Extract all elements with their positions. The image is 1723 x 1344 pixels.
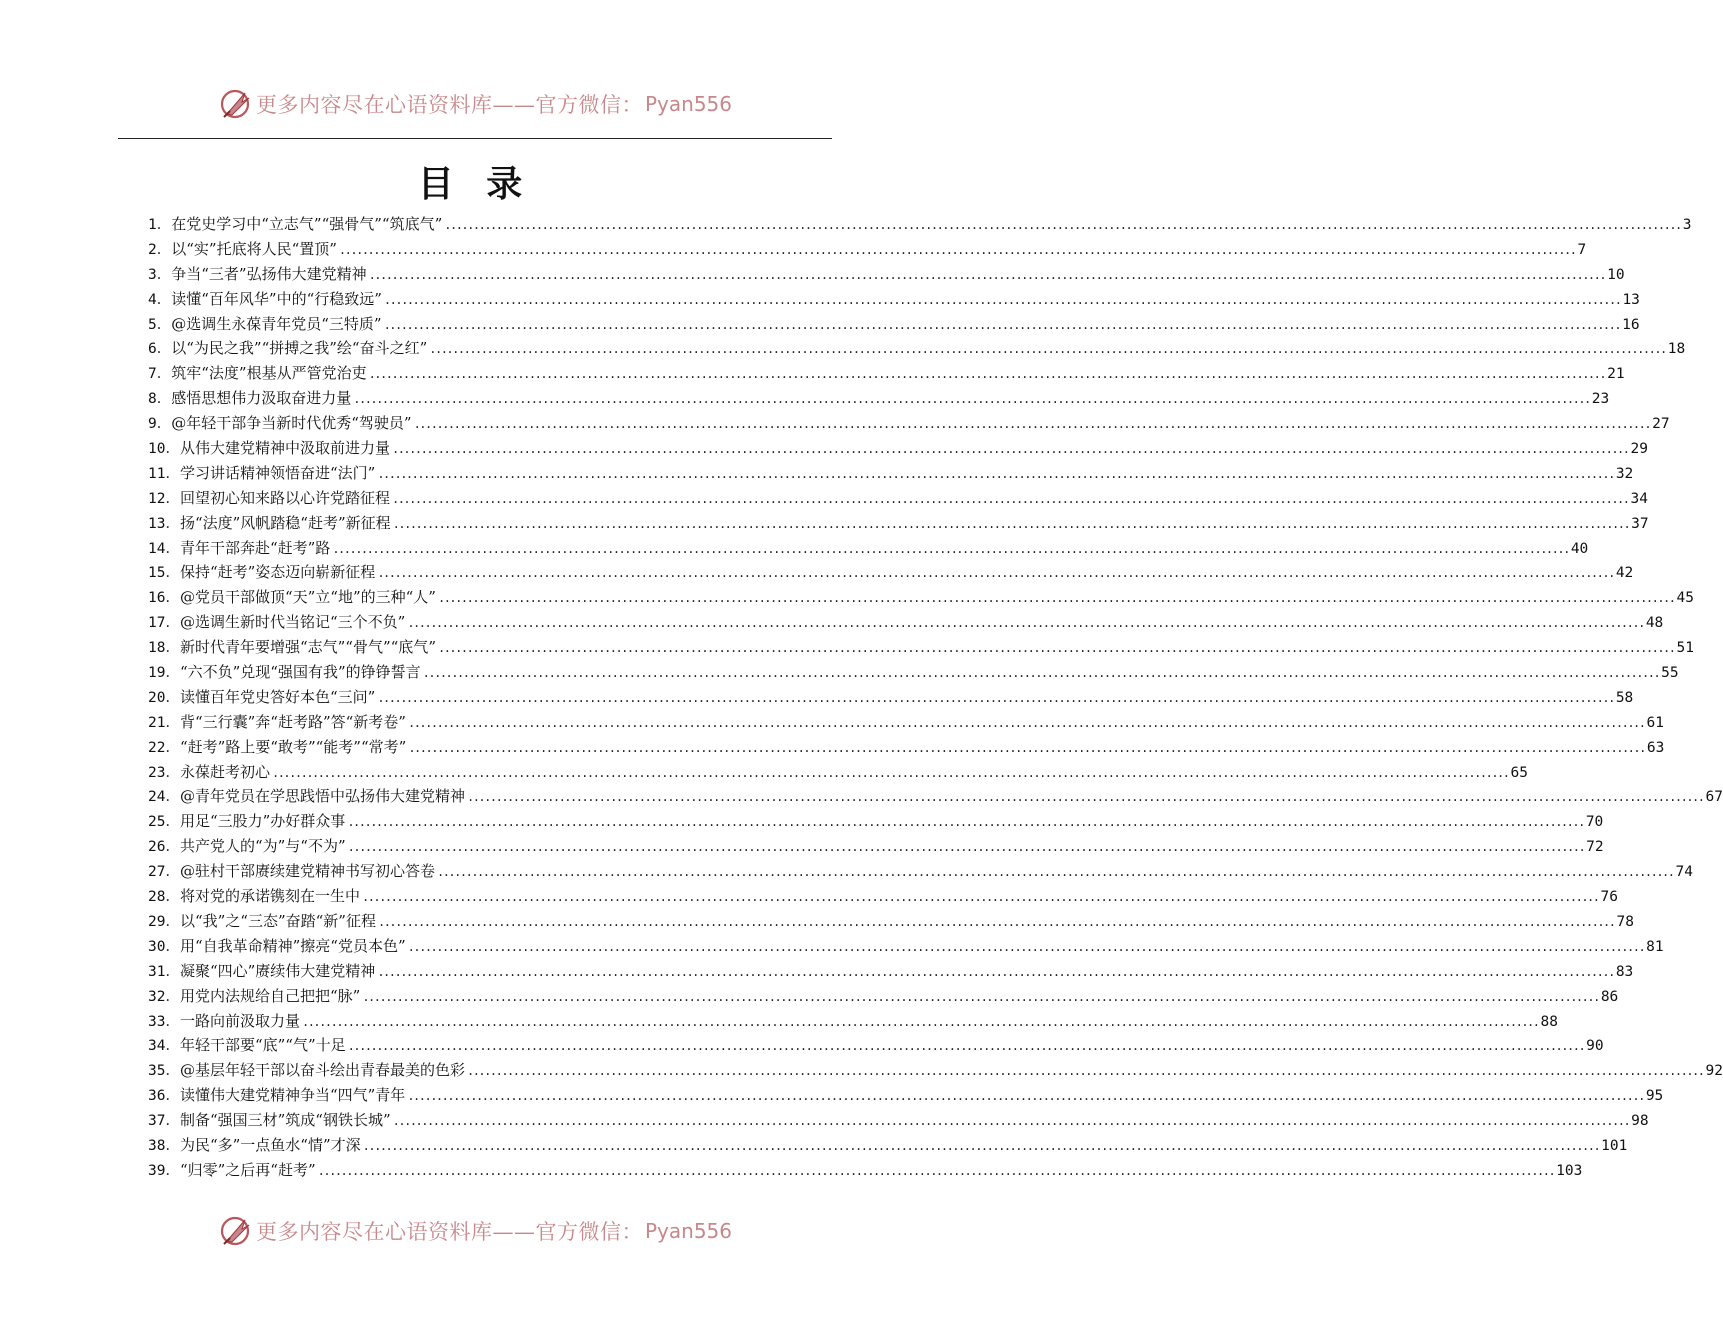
toc-entry[interactable] <box>148 809 1604 834</box>
toc-entry-number: 32． <box>148 988 180 1005</box>
toc-entry[interactable] <box>148 934 1664 959</box>
toc-entry-number: 13． <box>148 515 180 532</box>
toc-entry-number: 11． <box>148 465 180 482</box>
toc-entry-title: 争当“三者”弘扬伟大建党精神 <box>171 264 367 283</box>
toc-entry-number: 15． <box>148 565 180 582</box>
toc-dot-leader <box>423 661 1660 686</box>
toc-entry-page: 18 <box>1667 341 1686 358</box>
toc-dot-leader <box>408 935 1645 960</box>
toc-entry-page: 74 <box>1675 864 1693 881</box>
toc-entry-number: 22． <box>148 739 180 756</box>
toc-entry-number: 17． <box>148 615 180 632</box>
toc-entry-page: 65 <box>1510 764 1528 781</box>
toc-dot-leader <box>429 337 1666 362</box>
toc-entry[interactable] <box>148 735 1665 760</box>
toc-entry[interactable] <box>148 461 1634 486</box>
toc-entry[interactable] <box>148 312 1640 337</box>
toc-entry-title: 以“我”之“三态”奋踏“新”征程 <box>179 911 376 930</box>
toc-entry-number: 5． <box>148 316 172 333</box>
toc-entry-number: 20． <box>148 689 180 706</box>
toc-entry[interactable] <box>148 386 1610 411</box>
toc-dot-leader <box>332 537 1569 562</box>
toc-entry-page: 32 <box>1615 465 1634 482</box>
toc-entry-title: 年轻干部要“底”“气”十足 <box>179 1036 346 1055</box>
toc-dot-leader <box>339 238 1576 263</box>
toc-entry-page: 63 <box>1646 739 1665 756</box>
toc-entry-page: 67 <box>1705 789 1723 806</box>
toc-entry[interactable] <box>148 884 1618 909</box>
toc-entry[interactable] <box>148 859 1693 884</box>
toc-entry-number: 33． <box>148 1013 180 1030</box>
toc-entry-title: 新时代青年要增强“志气”“骨气”“底气” <box>179 638 436 657</box>
toc-entry-title: 读懂伟大建党精神争当“四气”青年 <box>179 1086 406 1105</box>
toc-entry-number: 37． <box>148 1113 180 1130</box>
header-watermark-banner <box>0 84 950 124</box>
toc-entry[interactable] <box>148 287 1640 312</box>
toc-entry-title: @驻村干部赓续建党精神书写初心答卷 <box>179 862 435 881</box>
toc-dot-leader <box>407 1084 1644 1109</box>
toc-entry-number: 34． <box>148 1038 180 1055</box>
toc-entry[interactable] <box>148 262 1625 287</box>
toc-entry-page: 92 <box>1705 1063 1723 1080</box>
toc-dot-leader <box>318 1159 1555 1184</box>
toc-entry-number: 18． <box>148 640 180 657</box>
toc-entry[interactable] <box>148 212 1692 237</box>
toc-entry-title: 用“自我革命精神”擦亮“党员本色” <box>179 936 406 955</box>
toc-entry-page: 13 <box>1622 291 1640 308</box>
header-divider <box>118 138 832 139</box>
toc-entry-title: 制备“强国三材”筑成“钢铁长城” <box>179 1111 391 1130</box>
toc-entry-number: 23． <box>148 764 180 781</box>
toc-dot-leader <box>392 487 1629 512</box>
toc-entry[interactable] <box>148 1133 1628 1158</box>
toc-dot-leader <box>302 1010 1539 1035</box>
toc-entry-page: 40 <box>1570 540 1589 557</box>
toc-dot-leader <box>393 512 1630 537</box>
toc-entry-title: 以“为民之我”“拼搏之我”绘“奋斗之红” <box>171 339 428 358</box>
toc-entry[interactable] <box>148 336 1686 361</box>
toc-entry-number: 35． <box>148 1063 180 1080</box>
toc-entry-number: 24． <box>148 789 180 806</box>
toc-entry[interactable] <box>148 909 1634 934</box>
toc-entry[interactable] <box>148 1033 1604 1058</box>
toc-entry[interactable] <box>148 237 1587 262</box>
toc-entry[interactable] <box>148 660 1679 685</box>
toc-entry-title: @选调生新时代当铭记“三个不负” <box>179 613 406 632</box>
toc-entry-title: @年轻干部争当新时代优秀“驾驶员” <box>171 414 412 433</box>
toc-entry-page: 78 <box>1616 913 1634 930</box>
toc-entry-number: 36． <box>148 1088 180 1105</box>
toc-entry[interactable] <box>148 784 1723 809</box>
toc-entry-page: 83 <box>1615 963 1634 980</box>
toc-entry-title: 用党内法规给自己把把“脉” <box>179 986 361 1005</box>
toc-entry-page: 16 <box>1622 316 1640 333</box>
toc-entry-number: 8． <box>148 391 172 408</box>
toc-entry-page: 23 <box>1591 391 1610 408</box>
toc-dot-leader <box>377 561 1614 586</box>
toc-dot-leader <box>408 711 1645 736</box>
toc-entry-title: 保持“赶考”姿态迈向崭新征程 <box>179 563 376 582</box>
toc-entry[interactable] <box>148 1083 1664 1108</box>
toc-entry-page: 34 <box>1630 490 1648 507</box>
toc-entry-page: 45 <box>1676 590 1694 607</box>
toc-entry-title: 一路向前汲取力量 <box>179 1011 300 1030</box>
toc-entry-page: 72 <box>1586 839 1604 856</box>
toc-entry-title: 共产党人的“为”与“不为” <box>179 837 346 856</box>
toc-entry-title: 回望初心知来路以心许党踏征程 <box>179 488 390 507</box>
toc-entry-title: 凝聚“四心”赓续伟大建党精神 <box>179 961 376 980</box>
toc-entry-number: 7． <box>148 366 172 383</box>
toc-entry-title: 用足“三股力”办好群众事 <box>179 812 346 831</box>
toc-dot-leader <box>444 213 1681 238</box>
toc-entry[interactable] <box>148 486 1648 511</box>
toc-entry-page: 103 <box>1556 1162 1583 1179</box>
toc-dot-leader <box>272 761 1509 786</box>
toc-entry[interactable] <box>148 585 1694 610</box>
toc-dot-leader <box>384 288 1621 313</box>
toc-entry-number: 3． <box>148 266 172 283</box>
watermark-wechat-handle: Pyan556 <box>644 1219 732 1243</box>
toc-entry-page: 48 <box>1645 615 1664 632</box>
toc-entry-page: 76 <box>1600 889 1618 906</box>
toc-entry-number: 31． <box>148 963 180 980</box>
toc-entry-page: 55 <box>1661 665 1679 682</box>
toc-entry-number: 1． <box>148 217 172 233</box>
toc-dot-leader <box>377 960 1614 985</box>
toc-entry-title: 背“三行囊”奔“赶考路”答“新考卷” <box>179 712 406 731</box>
toc-entry-number: 6． <box>148 341 172 358</box>
toc-entry-page: 29 <box>1630 441 1648 458</box>
toc-entry[interactable] <box>148 1158 1583 1183</box>
toc-entry-title: “赶考”路上要“敢考”“能考”“常考” <box>179 737 407 756</box>
toc-entry-number: 27． <box>148 864 180 881</box>
toc-entry[interactable] <box>148 1009 1558 1034</box>
toc-dot-leader <box>467 1059 1704 1084</box>
toc-entry-title: 感悟思想伟力汲取奋进力量 <box>171 389 352 408</box>
toc-dot-leader <box>437 860 1674 885</box>
toc-entry[interactable] <box>148 635 1694 660</box>
toc-dot-leader <box>378 910 1615 935</box>
toc-entry[interactable] <box>148 959 1634 984</box>
toc-entry-page: 101 <box>1601 1137 1628 1154</box>
toc-entry-number: 16． <box>148 590 180 607</box>
toc-entry-page: 10 <box>1607 266 1625 283</box>
toc-entry-title: 以“实”托底将人民“置顶” <box>171 239 337 258</box>
toc-entry-title: 青年干部奔赴“赶考”路 <box>179 538 331 557</box>
toc-entry-page: 7 <box>1577 241 1587 258</box>
toc-entry-page: 90 <box>1586 1038 1604 1055</box>
toc-entry-page: 70 <box>1585 814 1604 831</box>
toc-entry-title: 扬“法度”风帆踏稳“赶考”新征程 <box>179 513 391 532</box>
toc-dot-leader <box>407 611 1644 636</box>
toc-entry[interactable] <box>148 610 1664 635</box>
toc-entry-number: 26． <box>148 839 180 856</box>
toc-entry-number: 12． <box>148 490 180 507</box>
toc-entry-page: 61 <box>1646 714 1664 731</box>
toc-entry-title: @基层年轻干部以奋斗绘出青春最美的色彩 <box>179 1061 465 1080</box>
toc-entry-number: 14． <box>148 540 180 557</box>
toc-entry-page: 51 <box>1676 640 1694 657</box>
toc-entry-page: 88 <box>1540 1013 1558 1030</box>
toc-entry-title: @党员干部做顶“天”立“地”的三种“人” <box>179 588 436 607</box>
toc-entry-page: 21 <box>1607 366 1625 383</box>
toc-entry-number: 2． <box>148 241 172 258</box>
toc-dot-leader <box>348 835 1585 860</box>
toc-entry-page: 81 <box>1646 938 1664 955</box>
toc-entry[interactable] <box>148 984 1619 1009</box>
toc-entry-number: 30． <box>148 938 180 955</box>
toc-entry[interactable] <box>148 560 1634 585</box>
toc-dot-leader <box>467 785 1704 810</box>
toc-entry[interactable] <box>148 436 1648 461</box>
toc-entry[interactable] <box>148 536 1589 561</box>
toc-entry-title: @青年党员在学思践悟中弘扬伟大建党精神 <box>179 787 465 806</box>
watermark-text: 更多内容尽在心语资料库——官方微信： <box>255 93 643 117</box>
toc-entry-number: 4． <box>148 291 172 308</box>
toc-entry[interactable] <box>148 834 1604 859</box>
toc-dot-leader <box>369 263 1606 288</box>
toc-dot-leader <box>377 462 1614 487</box>
toc-dot-leader <box>363 1134 1600 1159</box>
toc-dot-leader <box>408 736 1645 761</box>
toc-dot-leader <box>392 437 1629 462</box>
toc-entry-number: 28． <box>148 889 180 906</box>
toc-entry-page: 37 <box>1631 515 1649 532</box>
toc-entry-number: 29． <box>148 913 180 930</box>
footer-watermark-banner <box>0 1211 950 1251</box>
page-title: 目 录 <box>417 163 533 205</box>
toc-entry-page: 58 <box>1615 689 1634 706</box>
toc-entry-page: 27 <box>1652 416 1670 433</box>
toc-dot-leader <box>393 1109 1630 1134</box>
watermark-text: 更多内容尽在心语资料库——官方微信： <box>255 1220 643 1244</box>
toc-entry[interactable] <box>148 411 1670 436</box>
table-of-contents <box>148 212 1723 1183</box>
toc-entry-title: “六不负”兑现“强国有我”的铮铮誓言 <box>179 663 421 682</box>
toc-entry-page: 86 <box>1600 988 1619 1005</box>
toc-entry-title: 读懂百年党史答好本色“三问” <box>179 687 376 706</box>
toc-entry[interactable] <box>148 710 1664 735</box>
toc-entry[interactable] <box>148 1058 1723 1083</box>
toc-entry-number: 19． <box>148 665 180 682</box>
toc-dot-leader <box>347 810 1584 835</box>
toc-entry-title: 读懂“百年风华”中的“行稳致远” <box>171 289 382 308</box>
toc-dot-leader <box>348 1034 1585 1059</box>
toc-entry-title: 将对党的承诺镌刻在一生中 <box>179 887 360 906</box>
toc-dot-leader <box>353 387 1590 412</box>
toc-dot-leader <box>438 636 1675 661</box>
toc-dot-leader <box>369 362 1606 387</box>
toc-dot-leader <box>414 412 1651 437</box>
toc-entry-title: 在党史学习中“立志气”“强骨气”“筑底气” <box>171 215 443 233</box>
quill-logo-icon <box>218 1214 252 1248</box>
toc-entry-number: 38． <box>148 1137 180 1154</box>
toc-entry-number: 10． <box>148 441 180 458</box>
toc-dot-leader <box>377 686 1614 711</box>
toc-entry-title: 筑牢“法度”根基从严管党治吏 <box>171 364 367 383</box>
toc-entry[interactable] <box>148 361 1625 386</box>
toc-dot-leader <box>438 586 1675 611</box>
quill-logo-icon <box>218 87 252 121</box>
toc-entry[interactable] <box>148 760 1528 785</box>
toc-dot-leader <box>362 885 1599 910</box>
toc-entry-title: “归零”之后再“赶考” <box>179 1160 316 1179</box>
toc-entry-page: 98 <box>1631 1113 1649 1130</box>
toc-entry-number: 9． <box>148 416 172 433</box>
toc-entry-number: 21． <box>148 714 180 731</box>
toc-entry-number: 39． <box>148 1162 180 1179</box>
toc-entry-title: 从伟大建党精神中汲取前进力量 <box>179 439 390 458</box>
toc-entry-title: @选调生永葆青年党员“三特质” <box>171 314 382 333</box>
toc-entry-page: 95 <box>1645 1088 1664 1105</box>
toc-dot-leader <box>384 313 1621 338</box>
toc-entry[interactable] <box>148 1108 1649 1133</box>
watermark-wechat-handle: Pyan556 <box>644 92 732 116</box>
toc-entry-page: 3 <box>1682 217 1692 233</box>
toc-entry-title: 学习讲话精神领悟奋进“法门” <box>179 463 376 482</box>
toc-entry-title: 永葆赶考初心 <box>179 762 270 781</box>
toc-entry-title: 为民“多”一点鱼水“情”才深 <box>179 1135 361 1154</box>
toc-entry-number: 25． <box>148 814 180 831</box>
toc-entry-page: 42 <box>1615 565 1634 582</box>
toc-dot-leader <box>362 985 1599 1010</box>
toc-entry[interactable] <box>148 511 1649 536</box>
toc-entry[interactable] <box>148 685 1634 710</box>
